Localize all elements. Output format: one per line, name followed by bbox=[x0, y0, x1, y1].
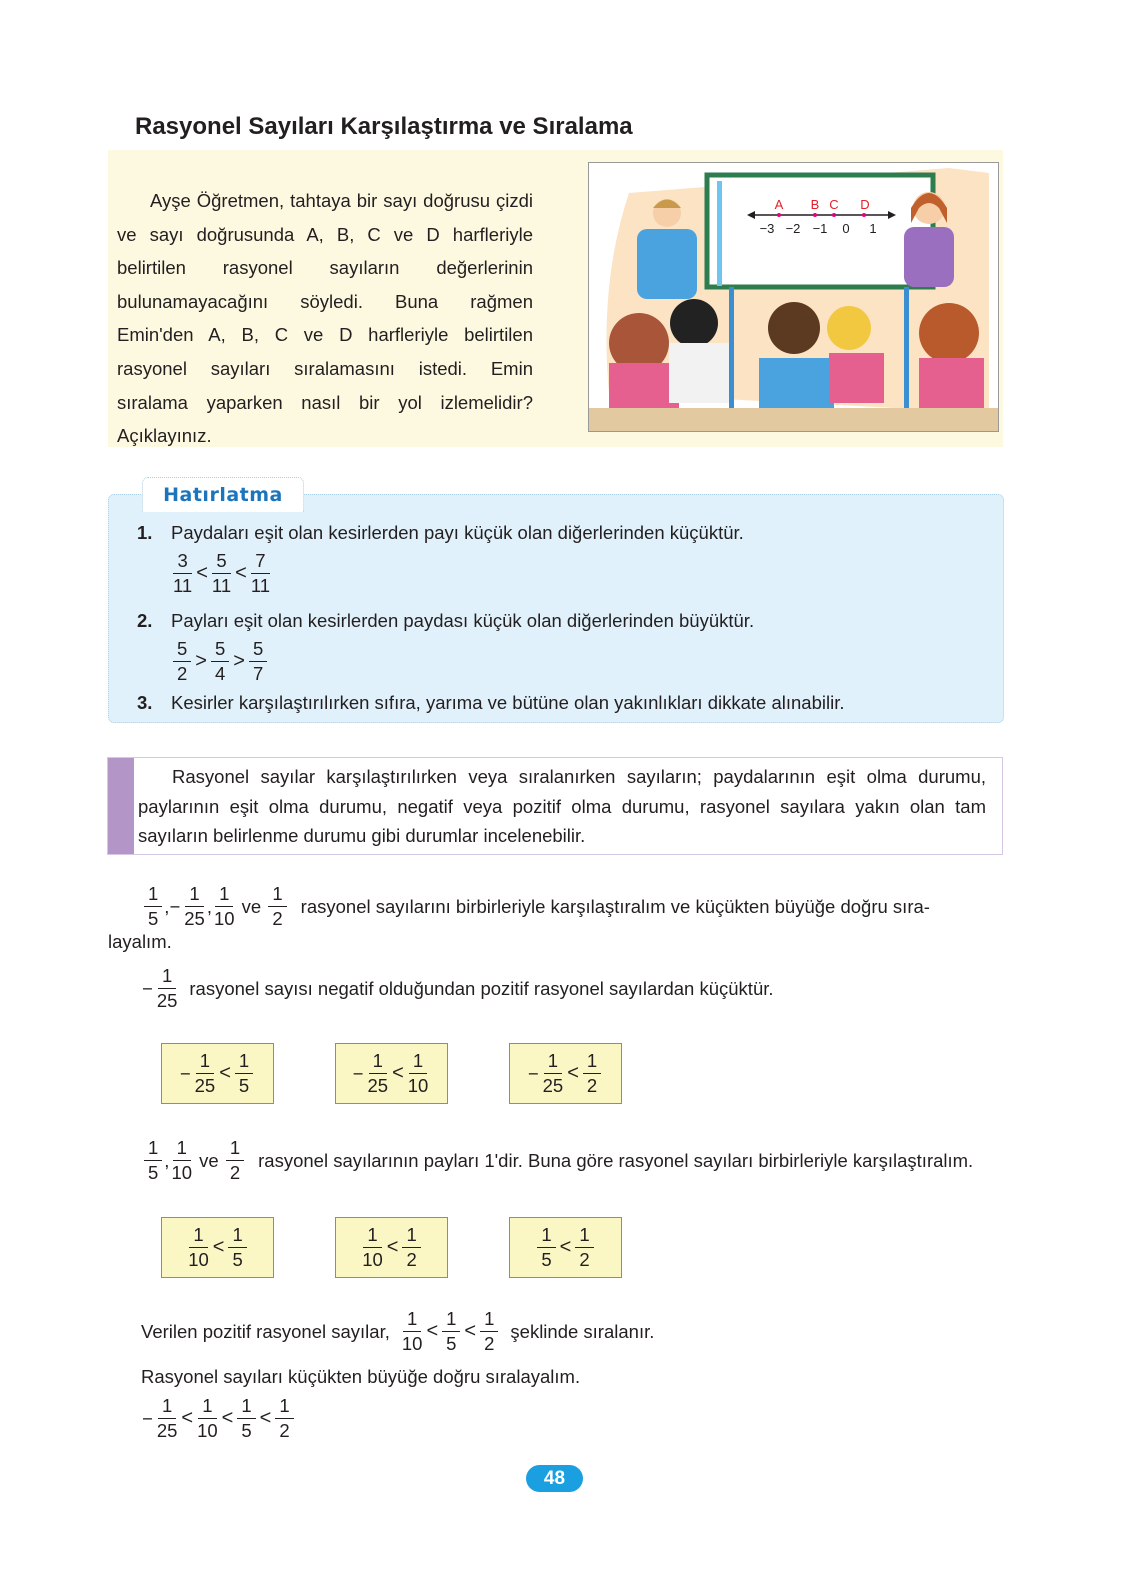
denominator: 2 bbox=[406, 1249, 417, 1270]
math-expression bbox=[142, 1136, 246, 1185]
tick-label: −3 bbox=[759, 221, 775, 236]
separator-text: ve bbox=[194, 1149, 224, 1171]
denominator: 4 bbox=[214, 663, 226, 684]
point-c: C bbox=[829, 197, 839, 212]
fraction bbox=[188, 1223, 209, 1272]
comparison-operator: < bbox=[181, 1407, 194, 1429]
numerator: 5 bbox=[211, 637, 229, 662]
intro-text-cont: layalım. bbox=[108, 931, 172, 952]
note-box bbox=[107, 757, 1003, 855]
fraction bbox=[212, 549, 231, 598]
denominator: 10 bbox=[188, 1249, 209, 1270]
tick-label: −2 bbox=[785, 221, 801, 236]
denominator: 5 bbox=[446, 1333, 457, 1354]
denominator: 7 bbox=[252, 663, 264, 684]
fraction bbox=[235, 1049, 253, 1098]
denominator: 2 bbox=[484, 1333, 495, 1354]
tick-label: 1 bbox=[869, 221, 877, 236]
comparison-operator: < bbox=[567, 1062, 579, 1084]
numerator: 5 bbox=[212, 549, 230, 574]
denominator: 25 bbox=[542, 1075, 564, 1096]
fraction bbox=[367, 1049, 388, 1098]
classroom-illustration bbox=[588, 162, 999, 432]
numerator: 1 bbox=[369, 1049, 387, 1074]
math-expression bbox=[142, 964, 179, 1013]
fraction bbox=[226, 1136, 244, 1185]
intro-text: rasyonel sayılarını birbirleriyle karşılaştıralım ve küçükten büyüğe doğru sıra- bbox=[300, 895, 930, 917]
reminder-item bbox=[137, 610, 754, 632]
fraction bbox=[214, 882, 235, 931]
comparison-box bbox=[335, 1043, 448, 1104]
numerator: 1 bbox=[237, 1394, 255, 1419]
fraction bbox=[402, 1223, 420, 1272]
minus-sign: − bbox=[352, 1062, 364, 1084]
reminder-item bbox=[137, 522, 744, 544]
denominator: 2 bbox=[177, 663, 188, 684]
numerator: 1 bbox=[268, 882, 286, 907]
note-text: Rasyonel sayılar karşılaştırılırken veya sıralanırken sayıların; paydalarının eşit olma durumu, paylarının eşit olma durumu, negatif veya pozitif olma durumu, rasyonel sayılara yakın olan tam sayıların belirlenme durumu gibi durumlar incelenebilir. bbox=[138, 766, 986, 846]
example-intro bbox=[142, 882, 930, 931]
denominator: 25 bbox=[156, 990, 178, 1011]
comparison-operator: > bbox=[195, 650, 207, 672]
comparison-operator: < bbox=[392, 1062, 404, 1084]
numerator: 5 bbox=[249, 637, 267, 662]
numerator: 1 bbox=[144, 882, 162, 907]
pos-math bbox=[142, 1136, 246, 1185]
pos-text: rasyonel sayılarının payları 1'dir. Buna göre rasyonel sayıları birbirleriyle karşılaştıralım. bbox=[258, 1149, 974, 1171]
comparison-operator: < bbox=[464, 1320, 477, 1342]
numerator: 1 bbox=[196, 1049, 214, 1074]
comparison-box bbox=[335, 1217, 448, 1278]
comparison-operator: < bbox=[212, 1236, 225, 1258]
denominator: 10 bbox=[407, 1075, 429, 1096]
numerator: 1 bbox=[363, 1223, 381, 1248]
numerator: 1 bbox=[480, 1307, 498, 1332]
final-text: Rasyonel sayıları küçükten büyüğe doğru sıralayalım. bbox=[141, 1366, 581, 1387]
point-a: A bbox=[774, 197, 784, 212]
separator-text: , bbox=[164, 895, 170, 917]
item-number: 1. bbox=[137, 522, 153, 543]
denominator: 25 bbox=[367, 1075, 389, 1096]
separator-text: , bbox=[206, 895, 212, 917]
numerator: 1 bbox=[575, 1223, 593, 1248]
comparison-operator: < bbox=[196, 562, 208, 584]
fraction bbox=[537, 1223, 555, 1272]
math-expression bbox=[353, 1049, 431, 1098]
comparison-operator: < bbox=[386, 1236, 399, 1258]
fraction bbox=[543, 1049, 564, 1098]
denominator: 5 bbox=[232, 1249, 243, 1270]
intro-math bbox=[142, 882, 289, 931]
numerator: 1 bbox=[583, 1049, 601, 1074]
denominator: 2 bbox=[272, 908, 283, 929]
intro-text: Ayşe Öğretmen, tahtaya bir sayı doğrusu çizdi ve sayı doğrusunda A, B, C ve D harfleriyle belirtilen rasyonel sayıların değerlerinin bulunamayacağını söyledi. Buna rağmen Emin'den A, B, C ve D harfleriyle belirtilen rasyonel sayıları sıralamasını istedi. Emin sıralama yaparken nasıl bir yol izlemelidir? Açıklayınız. bbox=[117, 190, 533, 447]
comparison-operator: < bbox=[259, 1407, 272, 1429]
numerator: 1 bbox=[228, 1223, 246, 1248]
negative-statement bbox=[142, 964, 774, 1013]
fraction bbox=[173, 549, 192, 598]
fraction bbox=[249, 637, 267, 686]
reminder-math bbox=[171, 637, 269, 686]
separator-text: ve bbox=[236, 895, 267, 917]
fraction bbox=[173, 637, 191, 686]
fraction bbox=[480, 1307, 498, 1356]
positive-statement bbox=[142, 1136, 973, 1185]
comparison-box bbox=[509, 1043, 622, 1104]
comparison-operator: < bbox=[426, 1320, 439, 1342]
numerator: 1 bbox=[442, 1307, 460, 1332]
fraction bbox=[184, 882, 205, 931]
tick-label: −1 bbox=[812, 221, 828, 236]
numerator: 1 bbox=[158, 964, 176, 989]
denominator: 10 bbox=[401, 1333, 423, 1354]
numerator: 1 bbox=[189, 1223, 207, 1248]
numerator: 7 bbox=[251, 549, 269, 574]
point-d: D bbox=[860, 197, 870, 212]
numerator: 1 bbox=[198, 1394, 216, 1419]
math-expression bbox=[142, 882, 289, 931]
page-number: 48 bbox=[526, 1465, 583, 1492]
fraction bbox=[275, 1394, 293, 1443]
fraction bbox=[144, 1136, 162, 1185]
numerator: 1 bbox=[144, 1136, 162, 1161]
minus-sign: − bbox=[179, 1062, 191, 1084]
denominator: 2 bbox=[229, 1162, 241, 1183]
note-accent-bar bbox=[108, 758, 134, 854]
numerator: 1 bbox=[158, 1394, 176, 1419]
denominator: 2 bbox=[586, 1075, 598, 1096]
fraction bbox=[268, 882, 286, 931]
numerator: 1 bbox=[537, 1223, 555, 1248]
math-expression bbox=[400, 1307, 501, 1356]
sorted-pre: Verilen pozitif rasyonel sayılar, bbox=[141, 1320, 390, 1342]
denominator: 10 bbox=[197, 1420, 218, 1441]
tick-label: 0 bbox=[842, 221, 850, 236]
fraction bbox=[171, 1136, 192, 1185]
denominator: 11 bbox=[173, 575, 193, 596]
reminder-item bbox=[137, 692, 844, 714]
numerator: 1 bbox=[409, 1049, 427, 1074]
comparison-operator: > bbox=[233, 650, 245, 672]
reminder-box bbox=[108, 494, 1004, 723]
numerator: 1 bbox=[173, 1136, 191, 1161]
minus-sign: − bbox=[142, 1407, 153, 1429]
fraction bbox=[251, 549, 270, 598]
fraction bbox=[211, 637, 229, 686]
fraction bbox=[583, 1049, 601, 1098]
denominator: 10 bbox=[171, 1162, 193, 1183]
numerator: 5 bbox=[173, 637, 191, 662]
fraction bbox=[237, 1394, 255, 1443]
comparison-operator: < bbox=[219, 1062, 231, 1084]
fraction bbox=[197, 1394, 218, 1443]
item-text: Paydaları eşit olan kesirlerden payı küçük olan diğerlerinden küçüktür. bbox=[171, 522, 744, 543]
denominator: 5 bbox=[238, 1075, 250, 1096]
denominator: 5 bbox=[148, 1162, 159, 1183]
fraction bbox=[195, 1049, 216, 1098]
denominator: 11 bbox=[211, 575, 232, 596]
sorted-positive bbox=[141, 1307, 654, 1356]
math-expression bbox=[142, 1394, 296, 1443]
comparison-operator: < bbox=[235, 562, 247, 584]
denominator: 11 bbox=[250, 575, 271, 596]
comparison-operator: < bbox=[221, 1407, 234, 1429]
fraction bbox=[362, 1223, 383, 1272]
item-text: Kesirler karşılaştırılırken sıfıra, yarıma ve bütüne olan yakınlıkları dikkate alınabilir. bbox=[171, 692, 845, 713]
reminder-math bbox=[171, 549, 272, 598]
neg-math bbox=[142, 964, 179, 1013]
denominator: 25 bbox=[184, 908, 205, 929]
item-text: Payları eşit olan kesirlerden paydası küçük olan diğerlerinden büyüktür. bbox=[171, 610, 755, 631]
denominator: 25 bbox=[194, 1075, 216, 1096]
minus-sign: − bbox=[142, 977, 153, 999]
fraction bbox=[408, 1049, 429, 1098]
minus-sign: − bbox=[169, 895, 181, 917]
denominator: 2 bbox=[279, 1420, 290, 1441]
point-b: B bbox=[810, 197, 820, 212]
minus-sign: − bbox=[527, 1062, 539, 1084]
numerator: 1 bbox=[403, 1307, 421, 1332]
math-expression bbox=[186, 1223, 249, 1272]
denominator: 2 bbox=[579, 1249, 590, 1270]
comparison-box bbox=[509, 1217, 622, 1278]
numerator: 1 bbox=[235, 1049, 253, 1074]
comparison-box bbox=[161, 1217, 274, 1278]
numerator: 1 bbox=[275, 1394, 293, 1419]
math-expression bbox=[528, 1049, 603, 1098]
fraction bbox=[575, 1223, 593, 1272]
comparison-operator: < bbox=[559, 1236, 572, 1258]
math-expression bbox=[360, 1223, 423, 1272]
math-expression bbox=[535, 1223, 595, 1272]
reminder-title: Hatırlatma bbox=[142, 477, 304, 512]
numerator: 3 bbox=[173, 549, 191, 574]
numerator: 1 bbox=[544, 1049, 562, 1074]
math-expression bbox=[180, 1049, 255, 1098]
sorted-post: şeklinde sıralanır. bbox=[510, 1320, 655, 1342]
item-number: 3. bbox=[137, 692, 153, 713]
sorted-math bbox=[400, 1307, 501, 1356]
numerator: 1 bbox=[185, 882, 203, 907]
numerator: 1 bbox=[226, 1136, 244, 1161]
denominator: 10 bbox=[213, 908, 235, 929]
denominator: 5 bbox=[148, 908, 159, 929]
math-expression bbox=[171, 549, 272, 598]
denominator: 10 bbox=[362, 1249, 383, 1270]
math-expression bbox=[171, 637, 269, 686]
fraction bbox=[228, 1223, 246, 1272]
separator-text: , bbox=[164, 1149, 170, 1171]
denominator: 5 bbox=[241, 1420, 252, 1441]
numerator: 1 bbox=[402, 1223, 420, 1248]
numerator: 1 bbox=[215, 882, 233, 907]
fraction bbox=[157, 1394, 178, 1443]
fraction bbox=[157, 964, 178, 1013]
comparison-box bbox=[161, 1043, 274, 1104]
fraction bbox=[402, 1307, 423, 1356]
denominator: 5 bbox=[541, 1249, 552, 1270]
fraction bbox=[442, 1307, 460, 1356]
neg-text: rasyonel sayısı negatif olduğundan pozitif rasyonel sayılardan küçüktür. bbox=[189, 977, 774, 999]
page-title: Rasyonel Sayıları Karşılaştırma ve Sıralama bbox=[135, 113, 633, 140]
fraction bbox=[144, 882, 162, 931]
item-number: 2. bbox=[137, 610, 153, 631]
denominator: 25 bbox=[156, 1420, 178, 1441]
final-math bbox=[142, 1394, 296, 1443]
